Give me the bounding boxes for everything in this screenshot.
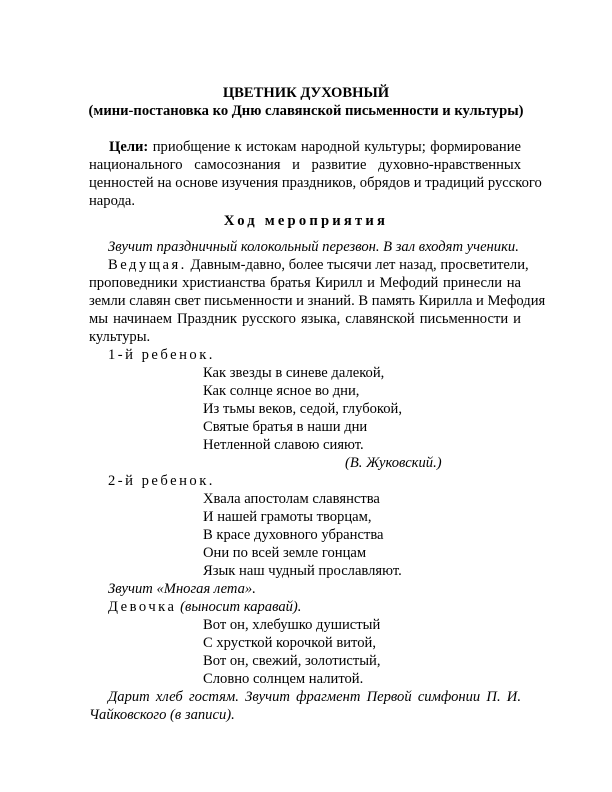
verse-line: Вот он, хлебушко душистый — [203, 617, 381, 633]
stage-direction-1: Звучит праздничный колокольный перезвон. В зал входят ученики. — [108, 239, 519, 255]
leader-line-4: мы начинаем Праздник русского языка, славянской письменности и — [89, 311, 521, 327]
verse-line: Святые братья в наши дни — [203, 419, 368, 435]
girl-line — [108, 598, 301, 616]
verse-line: Нетленной славою сияют. — [203, 437, 364, 453]
goals-label: Цели: — [109, 139, 149, 155]
verse-line: Словно солнцем налитой. — [203, 671, 364, 687]
goals-line-1: Цели: приобщение к истокам народной культуры; формирование — [89, 138, 521, 156]
verse-line: Из тьмы веков, седой, глубокой, — [203, 401, 403, 417]
verse-line: Хвала апостолам славянства — [203, 491, 380, 507]
final-stage-direction-1: Дарит хлеб гостям. Звучит фрагмент Первой симфонии П. И. — [108, 689, 521, 705]
goals-line-3: ценностей на основе изучения праздников, обрядов и традиций русского — [89, 175, 542, 191]
leader-line-3: земли славян свет письменности и знаний. В память Кирилла и Мефодия — [89, 293, 546, 309]
verse-line: И нашей грамоты творцам, — [203, 509, 372, 525]
verse-line: Как солнце ясное во дни, — [203, 383, 360, 399]
verse-line: Они по всей земле гонцам — [203, 545, 367, 561]
page-subtitle: (мини-постановка ко Дню славянской письменности и культуры) — [88, 103, 524, 119]
stage-direction-2: Звучит «Многая лета». — [108, 581, 256, 597]
girl-note: (выносит каравай). — [180, 599, 302, 615]
leader-line-5: культуры. — [89, 329, 151, 345]
page-title: ЦВЕТНИК ДУХОВНЫЙ — [222, 85, 390, 101]
verse-author: (В. Жуковский.) — [345, 455, 442, 471]
leader-line-1: Ведущая. Давным-давно, более тысячи лет назад, просветители, — [89, 256, 521, 274]
goals-line-4: народа. — [89, 193, 136, 209]
speaker-leader: Ведущая. — [108, 257, 187, 273]
final-stage-direction-2: Чайковского (в записи). — [89, 707, 235, 723]
verse-line: Язык наш чудный прославляют. — [203, 563, 402, 579]
goals-line-2: национального самосознания и развитие духовно-нравственных — [89, 157, 521, 173]
speaker-girl: Девочка — [108, 599, 177, 615]
verse-line: С хрусткой корочкой витой, — [203, 635, 376, 651]
section-heading: Ход мероприятия — [223, 213, 389, 229]
leader-line-2: проповедники христианства братья Кирилл и Мефодий принесли на — [89, 275, 521, 291]
verse-line: Вот он, свежий, золотистый, — [203, 653, 381, 669]
speaker-child-2: 2-й ребенок. — [108, 473, 215, 489]
verse-line: Как звезды в синеве далекой, — [203, 365, 385, 381]
speaker-child-1: 1-й ребенок. — [108, 347, 215, 363]
verse-line: В красе духовного убранства — [203, 527, 384, 543]
